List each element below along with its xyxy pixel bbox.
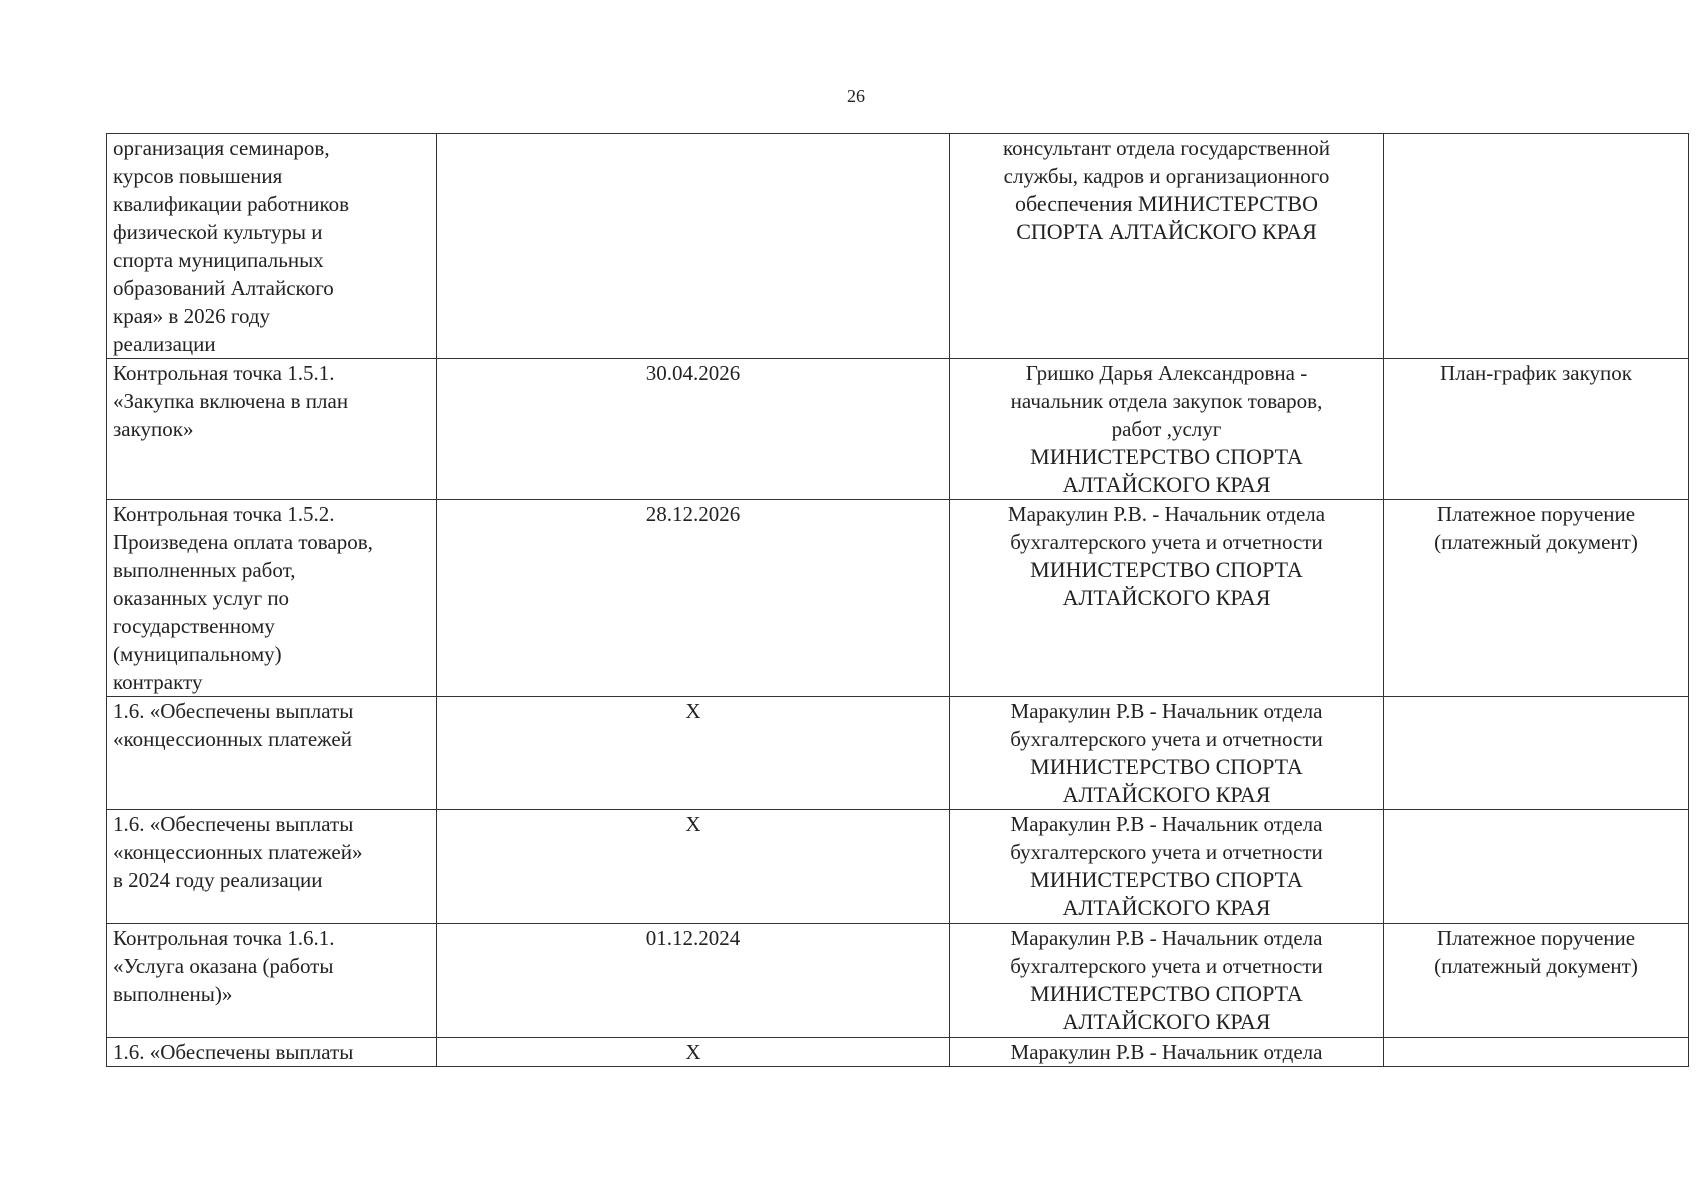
- responsible-cell-line: бухгалтерского учета и отчетности: [1010, 954, 1323, 978]
- date-cell-text: 30.04.2026: [645, 361, 741, 385]
- document-cell: [1384, 697, 1689, 810]
- responsible-cell-line: службы, кадров и организационного: [1003, 164, 1330, 188]
- event-name-cell: [107, 924, 437, 1038]
- table-row: [107, 134, 1689, 359]
- responsible-cell-line: консультант отдела государственной: [1002, 136, 1331, 160]
- responsible-cell-line: Маракулин Р.В - Начальник отдела: [1010, 812, 1323, 836]
- responsible-cell-line: АЛТАЙСКОГО КРАЯ: [1062, 472, 1271, 497]
- date-cell: [437, 359, 950, 500]
- responsible-cell-line: АЛТАЙСКОГО КРАЯ: [1062, 782, 1271, 807]
- event-name-cell-line: в 2024 году реализации: [113, 868, 323, 892]
- event-name-cell-line: государственному: [113, 614, 275, 638]
- responsible-cell: [950, 134, 1384, 359]
- table-row: [107, 697, 1689, 810]
- event-name-cell-line: выполненных работ,: [113, 558, 296, 582]
- event-name-cell-line: физической культуры и: [113, 220, 323, 244]
- responsible-cell: [950, 359, 1384, 500]
- responsible-cell-line: Маракулин Р.В - Начальник отдела: [1010, 699, 1323, 723]
- event-name-cell-line: образований Алтайского: [113, 276, 334, 300]
- event-name-cell-line: (муниципальному): [113, 642, 282, 666]
- plan-table-body: [107, 134, 1689, 1067]
- event-name-cell-line: спорта муниципальных: [113, 248, 324, 272]
- event-name-cell-line: курсов повышения: [113, 164, 283, 188]
- document-cell: [1384, 500, 1689, 697]
- date-cell: [437, 1038, 950, 1067]
- responsible-cell-line: начальник отдела закупок товаров,: [1010, 389, 1323, 413]
- responsible-cell: [950, 697, 1384, 810]
- date-cell-text: X: [685, 1040, 701, 1064]
- event-name-cell-line: 1.6. «Обеспечены выплаты: [113, 1040, 354, 1064]
- event-name-cell-line: 1.6. «Обеспечены выплаты: [113, 812, 354, 836]
- document-cell: [1384, 1038, 1689, 1067]
- responsible-cell: [950, 500, 1384, 697]
- event-name-cell: [107, 134, 437, 359]
- event-name-cell-line: «концессионных платежей»: [113, 840, 363, 864]
- responsible-cell-line: МИНИСТЕРСТВО СПОРТА: [1030, 867, 1303, 892]
- event-name-cell-line: закупок»: [113, 417, 194, 441]
- table-row: [107, 1038, 1689, 1067]
- responsible-cell-line: Гришко Дарья Александровна -: [1025, 361, 1308, 385]
- event-name-cell-line: Контрольная точка 1.6.1.: [113, 926, 335, 950]
- document-cell: [1384, 810, 1689, 924]
- responsible-cell-line: Маракулин Р.В - Начальник отдела: [1010, 1040, 1323, 1064]
- event-name-cell-line: выполнены)»: [113, 982, 233, 1006]
- event-name-cell: [107, 1038, 437, 1067]
- document-cell: [1384, 359, 1689, 500]
- event-name-cell-line: «Закупка включена в план: [113, 389, 349, 413]
- document-cell-text: Платежное поручение (платежный документ): [1434, 926, 1638, 978]
- responsible-cell-line: обеспечения МИНИСТЕРСТВО: [1015, 191, 1318, 216]
- event-name-cell: [107, 500, 437, 697]
- event-name-cell-line: контракту: [113, 670, 203, 694]
- date-cell: [437, 500, 950, 697]
- event-name-cell-line: организация семинаров,: [113, 136, 330, 160]
- date-cell: [437, 810, 950, 924]
- responsible-cell: [950, 1038, 1384, 1067]
- document-cell-text: План-график закупок: [1440, 361, 1632, 385]
- responsible-cell-line: АЛТАЙСКОГО КРАЯ: [1062, 585, 1271, 610]
- responsible-cell-line: Маракулин Р.В. - Начальник отдела: [1007, 502, 1326, 526]
- responsible-cell-line: Маракулин Р.В - Начальник отдела: [1010, 926, 1323, 950]
- responsible-cell-line: работ ,услуг: [1111, 417, 1222, 441]
- date-cell-text: 01.12.2024: [645, 926, 741, 950]
- responsible-cell-line: АЛТАЙСКОГО КРАЯ: [1062, 1009, 1271, 1034]
- event-name-cell-line: 1.6. «Обеспечены выплаты: [113, 699, 354, 723]
- date-cell-text: X: [685, 699, 701, 723]
- event-name-cell-line: квалификации работников: [113, 192, 350, 216]
- responsible-cell-line: МИНИСТЕРСТВО СПОРТА: [1030, 754, 1303, 779]
- plan-table: [106, 133, 1689, 1067]
- date-cell: [437, 697, 950, 810]
- responsible-cell-line: бухгалтерского учета и отчетности: [1010, 727, 1323, 751]
- responsible-cell-line: АЛТАЙСКОГО КРАЯ: [1062, 895, 1271, 920]
- responsible-cell-line: МИНИСТЕРСТВО СПОРТА: [1030, 557, 1303, 582]
- event-name-cell-line: Контрольная точка 1.5.2.: [113, 502, 335, 526]
- event-name-cell: [107, 810, 437, 924]
- responsible-cell-line: МИНИСТЕРСТВО СПОРТА: [1030, 981, 1303, 1006]
- responsible-cell-line: бухгалтерского учета и отчетности: [1010, 840, 1323, 864]
- table-row: [107, 810, 1689, 924]
- document-cell: [1384, 924, 1689, 1038]
- responsible-cell: [950, 810, 1384, 924]
- date-cell: [437, 924, 950, 1038]
- event-name-cell-line: Контрольная точка 1.5.1.: [113, 361, 335, 385]
- event-name-cell-line: «концессионных платежей: [113, 727, 352, 751]
- table-row: [107, 500, 1689, 697]
- event-name-cell-line: «Услуга оказана (работы: [113, 954, 334, 978]
- responsible-cell-line: бухгалтерского учета и отчетности: [1010, 530, 1323, 554]
- table-row: [107, 359, 1689, 500]
- responsible-cell-line: СПОРТА АЛТАЙСКОГО КРАЯ: [1016, 219, 1317, 244]
- date-cell-text: 28.12.2026: [645, 502, 741, 526]
- responsible-cell: [950, 924, 1384, 1038]
- table-row: [107, 924, 1689, 1038]
- event-name-cell: [107, 359, 437, 500]
- event-name-cell: [107, 697, 437, 810]
- page-number: 26: [847, 86, 865, 106]
- document-cell: [1384, 134, 1689, 359]
- document-cell-text: Платежное поручение (платежный документ): [1434, 502, 1638, 554]
- date-cell: [437, 134, 950, 359]
- event-name-cell-line: края» в 2026 году: [113, 304, 271, 328]
- event-name-cell-line: оказанных услуг по: [113, 586, 290, 610]
- responsible-cell-line: МИНИСТЕРСТВО СПОРТА: [1030, 444, 1303, 469]
- event-name-cell-line: реализации: [113, 332, 216, 356]
- event-name-cell-line: Произведена оплата товаров,: [113, 530, 373, 554]
- date-cell-text: X: [685, 812, 701, 836]
